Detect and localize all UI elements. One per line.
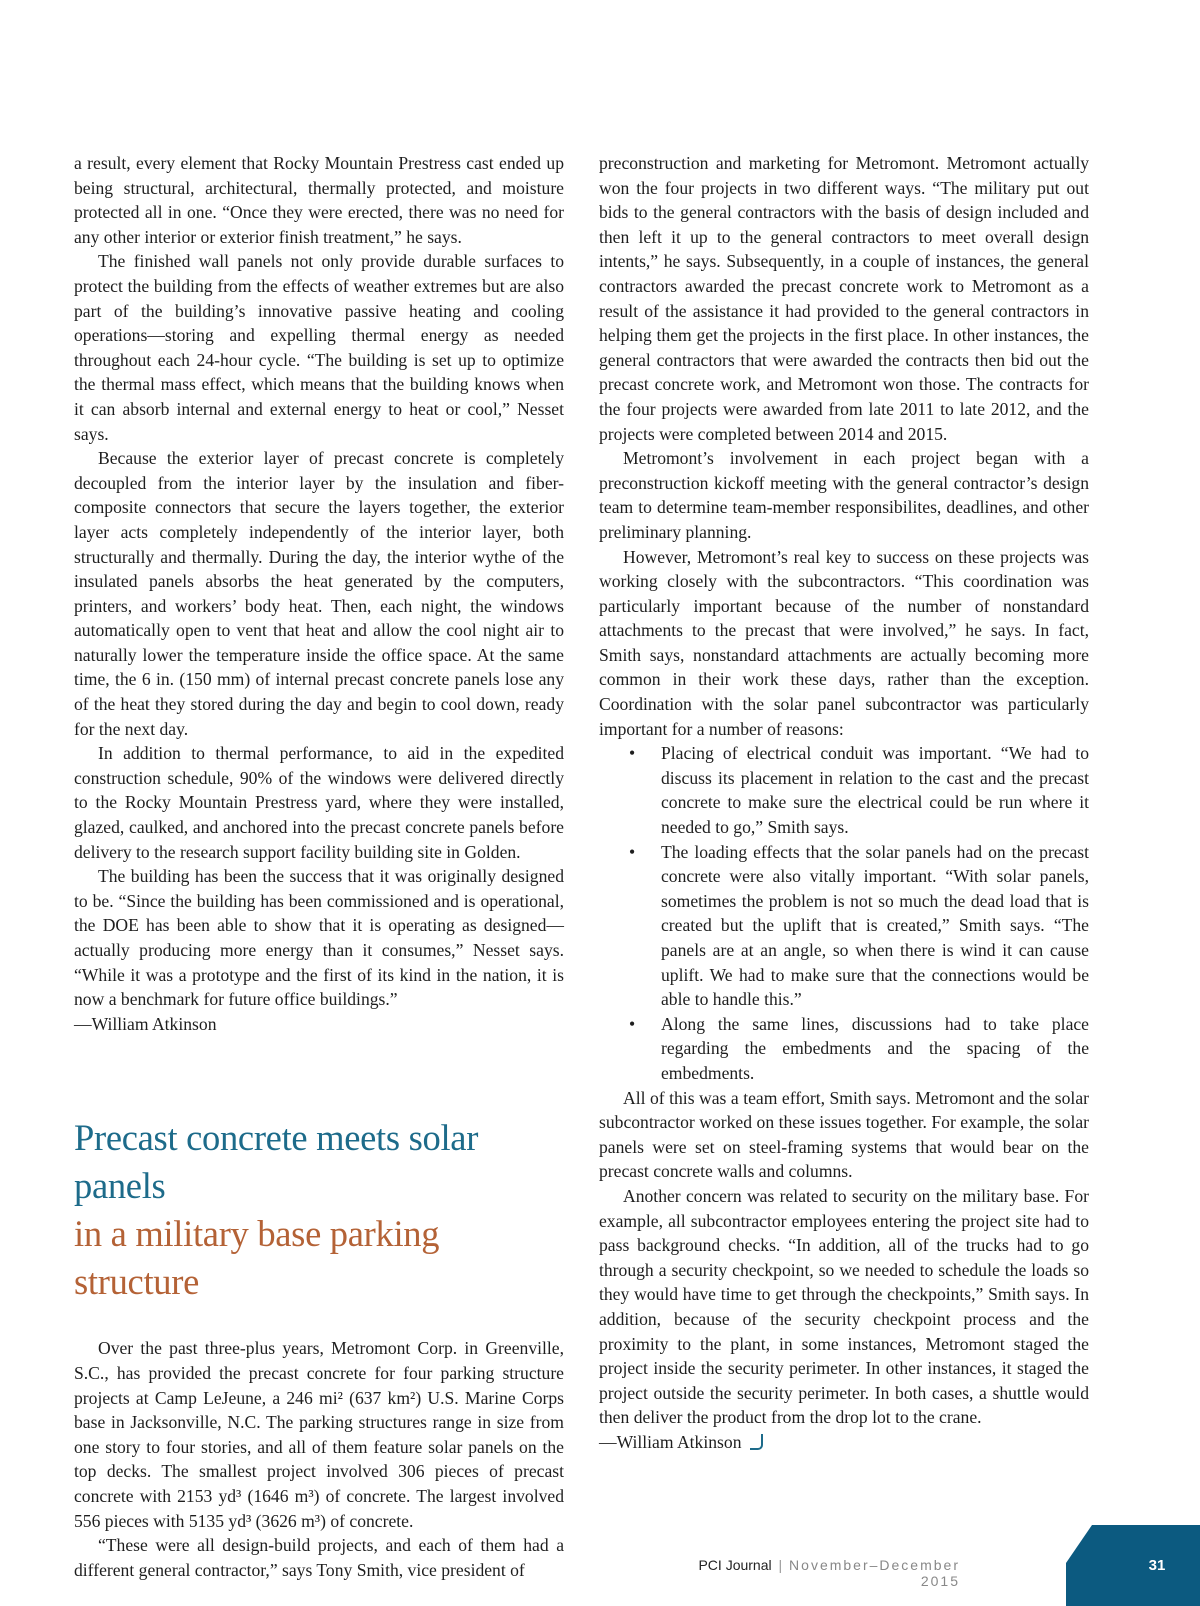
paragraph: Another concern was related to security on the military base. For example, all subcontractor employees entering the project site had to pass background checks. “In addition, all of the trucks had to go through a security checkpoint, so we needed to schedule the loads so they would have time to get through the checkpoints,” Smith says. In addition, because of the security checkpoint process and the proximity to the plant, in some instances, Metromont staged the project inside the security perimeter. In other instances, it staged the project outside the security perimeter. In both cases, a shuttle would then deliver the product from the drop lot to the crane. bbox=[599, 1185, 1089, 1428]
paragraph: The building has been the success that it was originally designed to be. “Since the building has been commissioned and is operational, the DOE has been able to show that it is operating as designed—actually producing more energy than it consumes,” Nesset says. “While it was a prototype and the first of its kind in the nation, it is now a benchmark for future office buildings.” bbox=[74, 866, 564, 1010]
bullet-icon: • bbox=[629, 743, 636, 764]
bullet-text: Placing of electrical conduit was important. “We had to discuss its placement in relation to the cast and the precast concrete to make sure the electrical could be run where it needed to go,” Smith says. bbox=[661, 743, 1089, 838]
paragraph: preconstruction and marketing for Metromont. Metromont actually won the four projects in two different ways. “The military put out bids to the general contractors with the basis of design included and then left it up to the general contractors to meet overall design intents,” he says. Subsequently, in a couple of instances, the general contractors awarded the precast concrete work to Metromont as a result of the assistance it had provided to the general contractors in helping them get the projects in the first place. In other instances, the general contractors that were awarded the contracts then bid out the precast concrete work, and Metromont won those. The contracts for the four projects were awarded from late 2011 to late 2012, and the projects were completed between 2014 and 2015. bbox=[599, 153, 1089, 444]
bullet-icon: • bbox=[629, 1013, 636, 1034]
paragraph: Over the past three-plus years, Metromont Corp. in Greenville, S.C., has provided the precast concrete for four parking structure projects at Camp LeJeune, a 246 mi² (637 km²) U.S. Marine Corps base in Jacksonville, N.C. The parking structures range in size from one story to four stories, and all of them feature solar panels on the top decks. The smallest project involved 306 pieces of precast concrete with 2153 yd³ (1646 m³) of concrete. The largest involved 556 pieces with 5135 yd³ (3626 m³) of concrete. bbox=[74, 1338, 564, 1531]
paragraph: Metromont’s involvement in each project began with a preconstruction kickoff meeting with the general contractor’s design team to determine team-member responsibilites, deadlines, and other preliminary planning. bbox=[599, 448, 1089, 542]
paragraph: The finished wall panels not only provide durable surfaces to protect the building from the effects of weather extremes but are also part of the building’s innovative passive heating and cooling operations—storing and expelling thermal energy as needed throughout each 24-hour cycle. “The building is set up to optimize the thermal mass effect, which means that the building knows when it can absorb internal and external energy to heat or cool,” Nesset says. bbox=[74, 251, 564, 444]
paragraph: All of this was a team effort, Smith says. Metromont and the solar subcontractor worked on these issues together. For example, the solar panels were set on steel-framing systems that would bear on the precast concrete walls and columns. bbox=[599, 1087, 1089, 1182]
footer-journal-name: PCI Journal bbox=[698, 1557, 772, 1573]
footer-issue-date: November–December 2015 bbox=[789, 1557, 960, 1589]
author-signature: —William Atkinson bbox=[74, 1013, 217, 1034]
page-number-tab bbox=[1066, 1525, 1200, 1606]
bullet-item bbox=[599, 840, 1089, 1012]
article-title-line-2: in a military base parking structure bbox=[74, 1213, 440, 1303]
end-mark-icon bbox=[750, 1434, 763, 1450]
bullet-list bbox=[599, 741, 1089, 1085]
page-number: 31 bbox=[1148, 1557, 1166, 1574]
paragraph: However, Metromont’s real key to success on these projects was working closely with the subcontractors. “This coordination was particularly important because of the number of nonstandard attachments to the precast that were involved,” he says. In fact, Smith says, nonstandard attachments are actually becoming more common in their work these days, rather than the exception. Coordination with the solar panel subcontractor was particularly important for a number of reasons: bbox=[599, 546, 1089, 739]
left-column bbox=[74, 151, 564, 1582]
article-title bbox=[74, 1114, 564, 1306]
paragraph: “These were all design-build projects, and each of them had a different general contractor,” says Tony Smith, vice president of bbox=[74, 1535, 564, 1580]
paragraph: a result, every element that Rocky Mountain Prestress cast ended up being structural, architectural, thermally protected, and moisture protected all in one. “Once they were erected, there was no need for any other interior or exterior finish treatment,” he says. bbox=[74, 153, 564, 247]
author-signature bbox=[599, 1430, 1089, 1455]
paragraph: In addition to thermal performance, to aid in the expedited construction schedule, 90% of the windows were delivered directly to the Rocky Mountain Prestress yard, where they were installed, glazed, caulked, and anchored into the precast concrete panels before delivery to the research support facility building site in Golden. bbox=[74, 743, 564, 862]
article-title-line-1: Precast concrete meets solar panels bbox=[74, 1117, 479, 1207]
right-column bbox=[599, 151, 1089, 1454]
footer bbox=[660, 1557, 960, 1589]
footer-separator: | bbox=[778, 1557, 783, 1573]
bullet-item bbox=[599, 1012, 1089, 1086]
bullet-text: The loading effects that the solar panels had on the precast concrete were also vitally important. “With solar panels, sometimes the problem is not so much the dead load that is created but the uplift that is created,” Smith says. “The panels are at an angle, so when there is wind it can cause uplift. We had to make sure that the connections would be able to handle this.” bbox=[661, 841, 1089, 1010]
bullet-icon: • bbox=[629, 841, 636, 862]
bullet-item bbox=[599, 741, 1089, 839]
paragraph: Because the exterior layer of precast concrete is completely decoupled from the interior layer by the insulation and fiber-composite connectors that secure the layers together, the exterior layer acts completely independently of the interior layer, both structurally and thermally. During the day, the interior wythe of the insulated panels absorbs the heat generated by the computers, printers, and workers’ body heat. Then, each night, the windows automatically open to vent that heat and allow the cool night air to naturally lower the temperature inside the office space. At the same time, the 6 in. (150 mm) of internal precast concrete panels lose any of the heat they stored during the day and begin to cool down, ready for the next day. bbox=[74, 448, 564, 739]
bullet-text: Along the same lines, discussions had to take place regarding the embedments and the spacing of the embedments. bbox=[661, 1013, 1089, 1083]
author-signature-text: —William Atkinson bbox=[599, 1431, 742, 1452]
